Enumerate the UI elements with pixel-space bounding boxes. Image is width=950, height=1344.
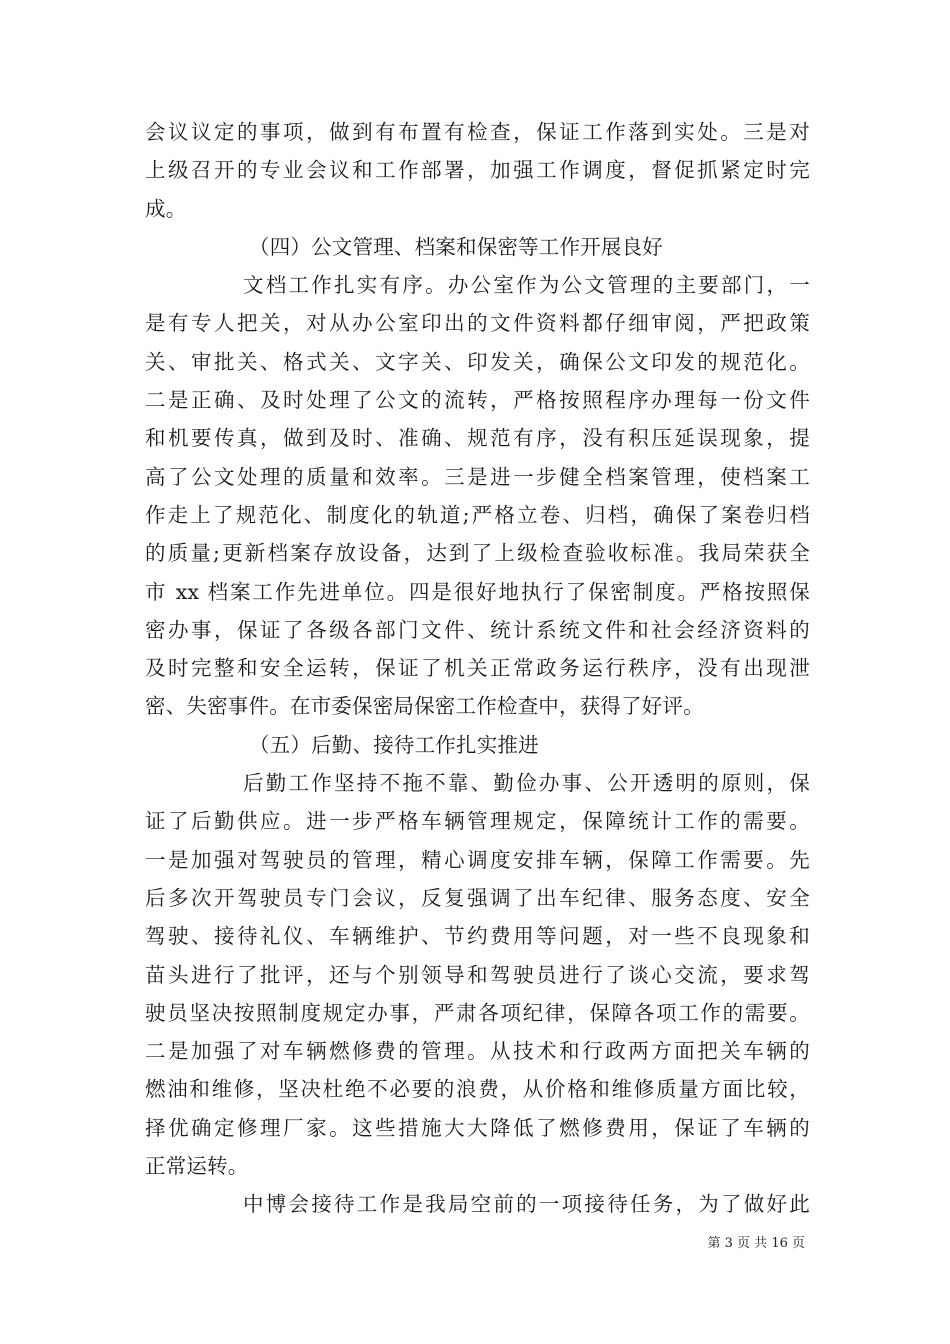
body-line: 密、失密事件。在市委保密局保密工作检查中，获得了好评。 — [145, 694, 704, 719]
body-line: 及时完整和安全运转，保证了机关正常政务运行秩序，没有出现泄 — [145, 656, 810, 681]
body-line: 会议议定的事项，做到有布置有检查，保证工作落到实处。三是对 — [145, 120, 810, 144]
body-line: 正常运转。 — [145, 1154, 249, 1179]
body-line: 关、审批关、格式关、文字关、印发关，确保公文印发的规范化。 — [145, 349, 810, 374]
paragraph-first-line: 后勤工作坚持不拖不靠、勤俭办事、公开透明的原则，保 — [243, 771, 810, 796]
body-line: 苗头进行了批评，还与个别领导和驾驶员进行了谈心交流，要求驾 — [145, 962, 810, 987]
body-line: 二是正确、及时处理了公文的流转，严格按照程序办理每一份文件 — [145, 388, 810, 413]
body-line: 成。 — [145, 196, 187, 221]
body-line: 择优确定修理厂家。这些措施大大降低了燃修费用，保证了车辆的 — [145, 1115, 810, 1140]
document-body — [145, 113, 810, 1224]
body-line: 二是加强了对车辆燃修费的管理。从技术和行政两方面把关车辆的 — [145, 1039, 810, 1064]
body-line: 一是加强对驾驶员的管理，精心调度安排车辆，保障工作需要。先 — [145, 847, 810, 872]
section-heading-4: （四）公文管理、档案和保密等工作开展良好 — [249, 234, 663, 259]
body-line: 证了后勤供应。进一步严格车辆管理规定，保障统计工作的需要。 — [145, 809, 810, 834]
paragraph-first-line: 中博会接待工作是我局空前的一项接待任务，为了做好此 — [243, 1192, 810, 1217]
body-line: 是有专人把关，对从办公室印出的文件资料都仔细审阅，严把政策 — [145, 311, 810, 336]
body-line: 市 xx 档案工作先进单位。四是很好地执行了保密制度。严格按照保 — [145, 579, 810, 604]
page-number-footer: 第 3 页 共 16 页 — [707, 1236, 805, 1251]
body-line: 驾驶、接待礼仪、车辆维护、节约费用等问题，对一些不良现象和 — [145, 924, 810, 949]
body-line: 和机要传真，做到及时、准确、规范有序，没有积压延误现象，提 — [145, 426, 810, 451]
body-line: 高了公文处理的质量和效率。三是进一步健全档案管理，使档案工 — [145, 464, 810, 489]
paragraph-first-line: 文档工作扎实有序。办公室作为公文管理的主要部门，一 — [243, 273, 810, 298]
body-line: 作走上了规范化、制度化的轨道;严格立卷、归档，确保了案卷归档 — [145, 502, 810, 527]
body-line: 驶员坚决按照制度规定办事，严肃各项纪律，保障各项工作的需要。 — [145, 1000, 810, 1025]
body-line: 上级召开的专业会议和工作部署，加强工作调度，督促抓紧定时完 — [145, 158, 810, 183]
body-line: 密办事，保证了各级各部门文件、统计系统文件和社会经济资料的 — [145, 617, 810, 642]
section-heading-5: （五）后勤、接待工作扎实推进 — [249, 732, 539, 757]
body-line: 的质量;更新档案存放设备，达到了上级检查验收标准。我局荣获全 — [145, 541, 810, 566]
body-line: 燃油和维修，坚决杜绝不必要的浪费，从价格和维修质量方面比较， — [145, 1077, 810, 1102]
body-line: 后多次开驾驶员专门会议，反复强调了出车纪律、服务态度、安全 — [145, 885, 810, 910]
